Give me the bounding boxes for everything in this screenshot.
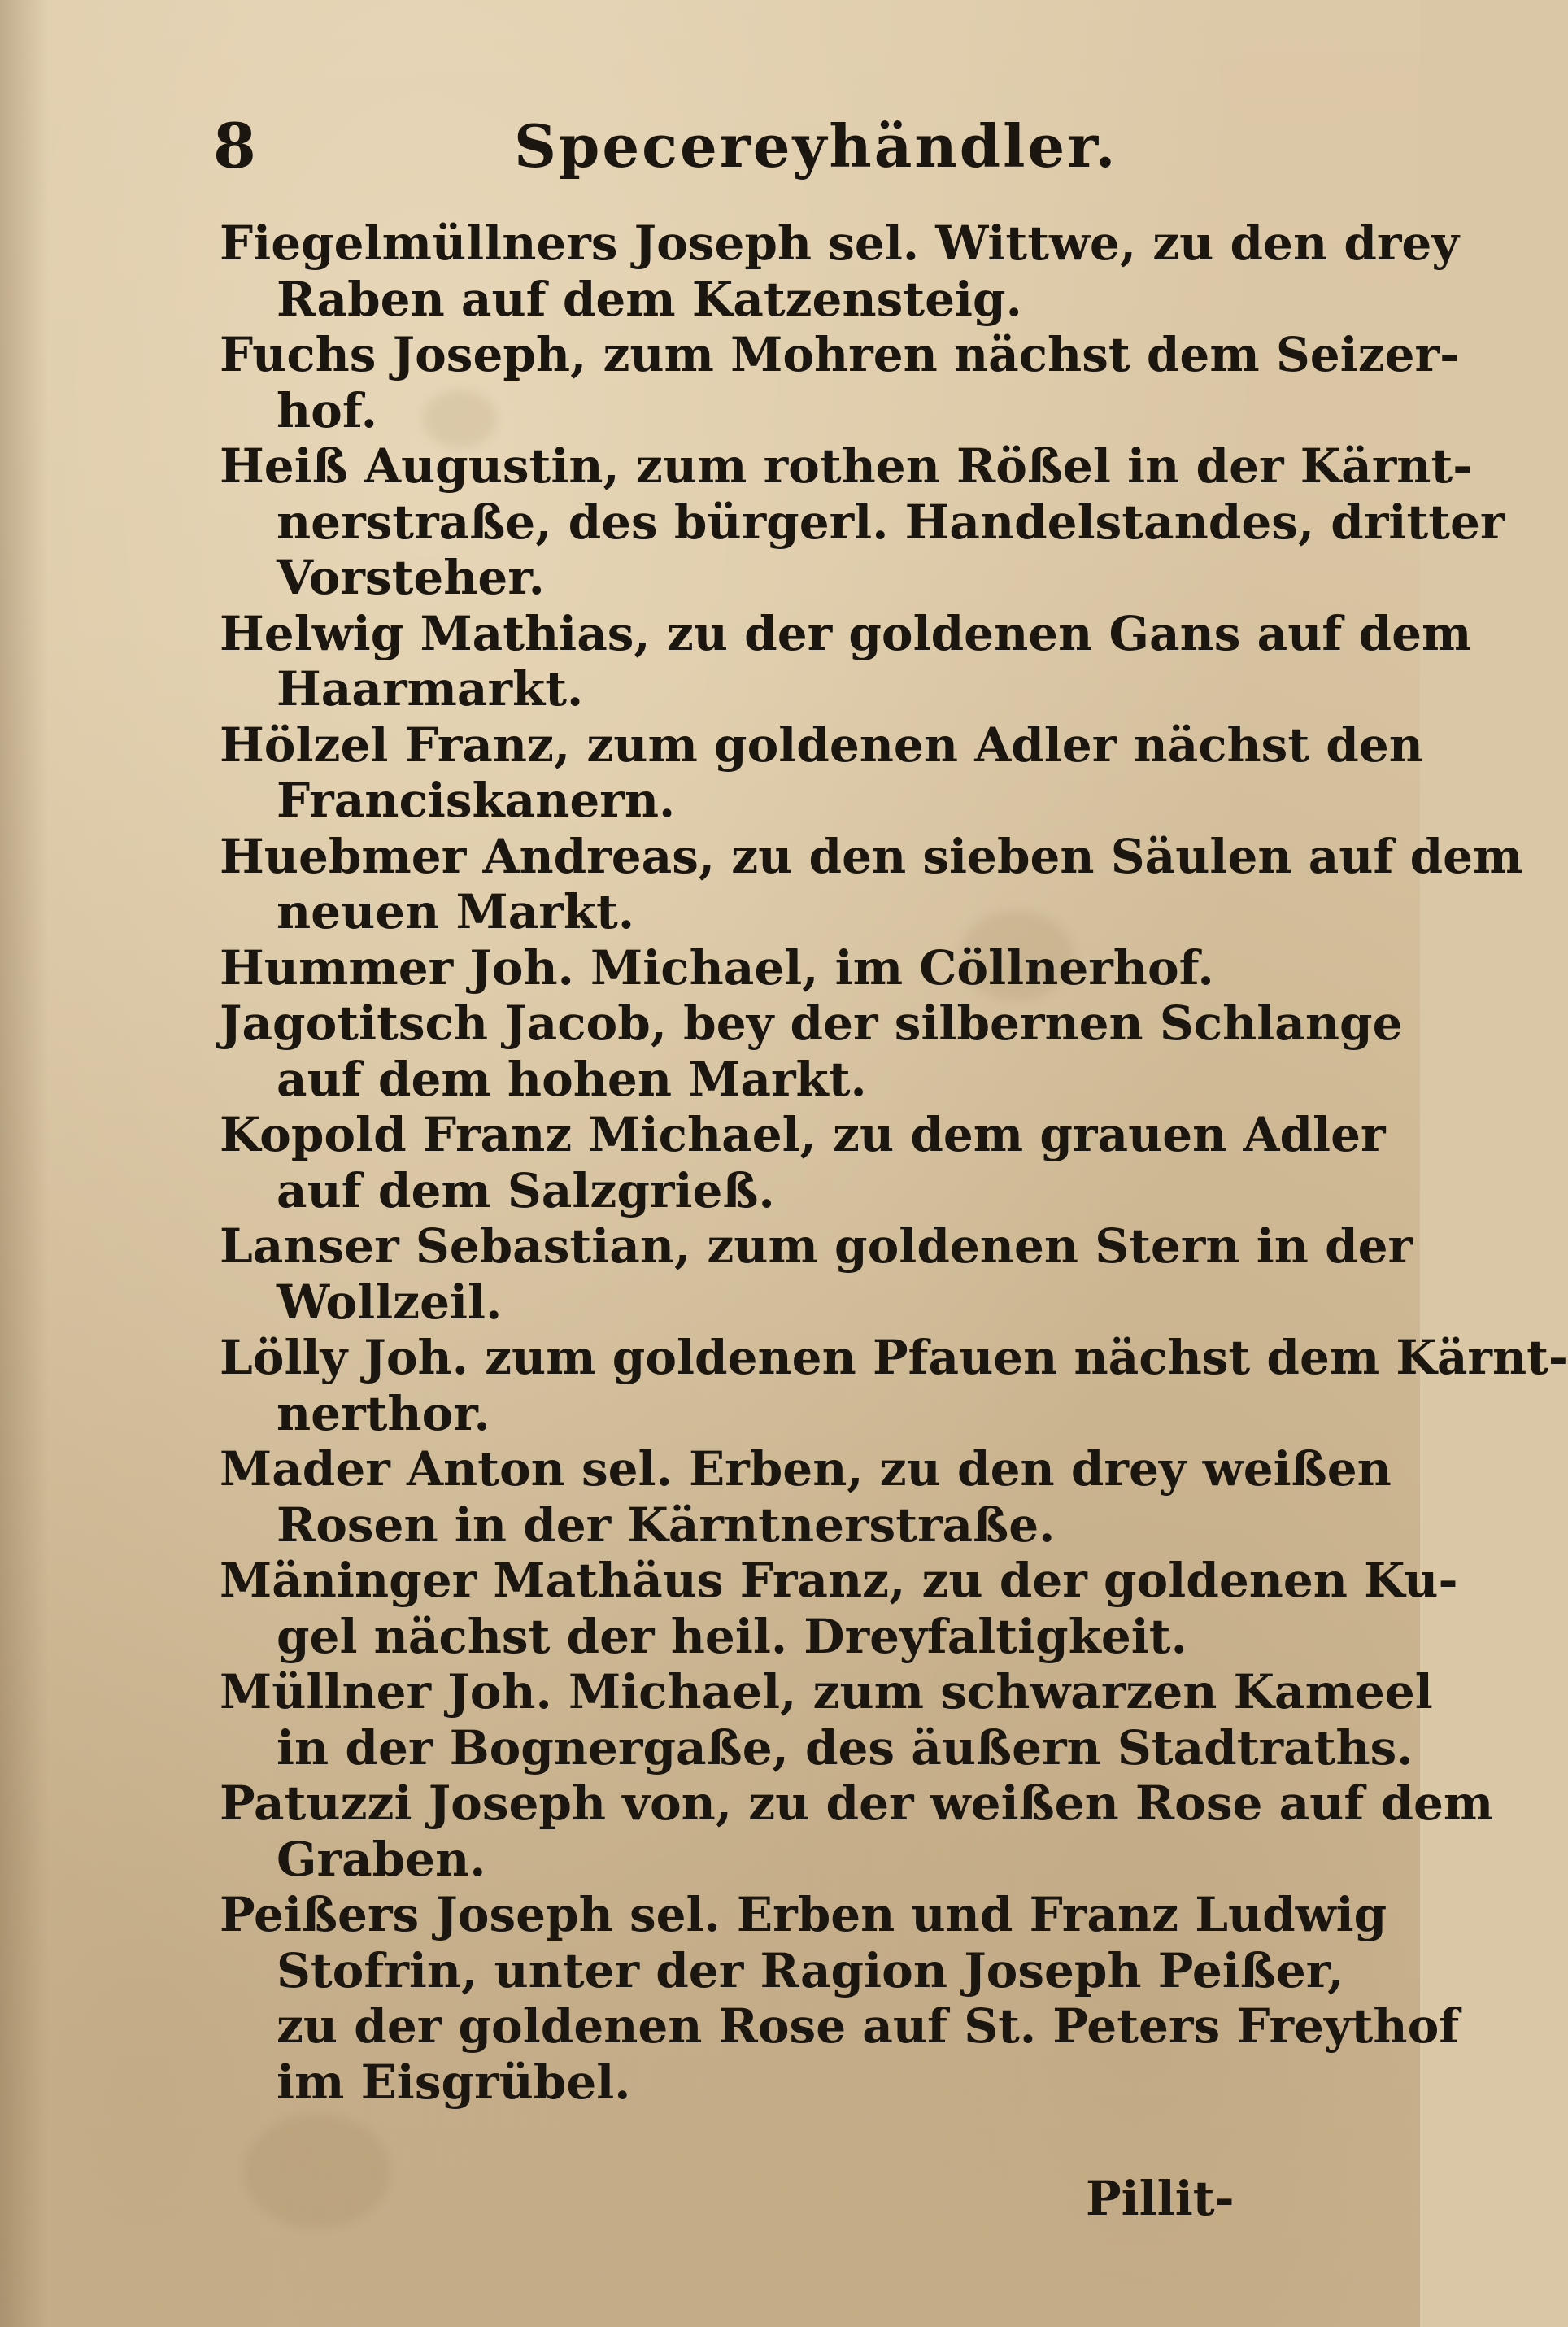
directory-entry [220,216,1460,327]
paper-stain [244,2115,390,2229]
entry-continuation-line: nerthor. [277,1385,490,1441]
catchword: Pillit- [1086,2171,1235,2226]
entry-continuation-line: hof. [277,382,377,438]
directory-entries [220,216,1568,2110]
entry-first-line: Fiegelmüllners Joseph sel. Wittwe, zu den drey [220,216,1460,271]
directory-entry [220,996,1403,1107]
entry-first-line: Lölly Joh. zum goldenen Pfauen nächst dem Kärnt- [220,1330,1568,1385]
entry-first-line: Fuchs Joseph, zum Mohren nächst dem Seizer- [220,327,1460,382]
entry-continuation-line: auf dem hohen Markt. [277,1051,867,1107]
directory-entry [220,828,1523,940]
entry-first-line: Mäninger Mathäus Franz, zu der goldenen Ku- [220,1553,1458,1608]
entry-first-line: Hummer Joh. Michael, im Cöllnerhof. [220,939,1214,996]
directory-entry [220,1553,1458,1664]
entry-first-line: Heiß Augustin, zum rothen Rößel in der Kärnt- [220,438,1473,494]
entry-continuation-line: Raben auf dem Katzensteig. [277,271,1022,327]
directory-entry [220,1330,1568,1441]
directory-entry [220,327,1460,438]
entry-first-line: Hölzel Franz, zum goldenen Adler nächst den [220,717,1423,773]
page-number: 8 [213,110,256,182]
entry-continuation-line: im Eisgrübel. [277,2054,631,2110]
entry-continuation-line: in der Bognergaße, des äußern Stadtraths. [277,1719,1413,1776]
entry-continuation-line: Franciskanern. [277,773,676,828]
entry-continuation-line: zu der goldenen Rose auf St. Peters Freythof [277,1998,1460,2054]
entry-first-line: Mader Anton sel. Erben, zu den drey weißen [220,1441,1392,1497]
entry-first-line: Patuzzi Joseph von, zu der weißen Rose auf dem [220,1776,1494,1831]
entry-continuation-line: gel nächst der heil. Dreyfaltigkeit. [277,1608,1187,1664]
entry-continuation-line: Vorsteher. [277,550,545,605]
directory-entry [220,940,1293,996]
entry-continuation-line: Stofrin, unter der Ragion Joseph Peißer, [277,1942,1344,1998]
entry-first-line: Kopold Franz Michael, zu dem grauen Adler [220,1107,1386,1162]
entry-first-line: Lanser Sebastian, zum goldenen Stern in der [220,1218,1413,1274]
entry-first-line: Huebmer Andreas, zu den sieben Säulen auf dem [220,828,1523,884]
entry-continuation-line: nerstraße, des bürgerl. Handelstandes, dritter [277,494,1505,550]
directory-entry [220,605,1472,717]
entry-continuation-line: neuen Markt. [277,884,635,939]
directory-entry [220,1218,1413,1330]
directory-entry [220,1664,1433,1776]
entry-first-line: Peißers Joseph sel. Erben und Franz Ludwig [220,1887,1387,1942]
entry-continuation-line: Wollzeil. [277,1274,503,1330]
directory-entry [220,1776,1494,1887]
entry-first-line: Helwig Mathias, zu der goldenen Gans auf dem [220,605,1472,661]
entry-continuation-line: Haarmarkt. [277,661,584,717]
entry-continuation-line: Rosen in der Kärntnerstraße. [277,1497,1056,1553]
entry-first-line: Müllner Joh. Michael, zum schwarzen Kameel [220,1664,1433,1719]
entry-continuation-line: auf dem Salzgrieß. [277,1162,775,1218]
directory-entry [220,1887,1460,2110]
directory-entry [220,438,1505,606]
directory-entry [220,717,1423,829]
directory-entry [220,1441,1392,1553]
running-head: Specereyhändler. [514,111,1118,181]
directory-entry [220,1107,1386,1218]
entry-first-line: Jagotitsch Jacob, bey der silbernen Schlange [220,996,1403,1051]
binding-shadow [0,0,49,2327]
entry-continuation-line: Graben. [277,1831,486,1887]
page-header [213,110,1287,183]
